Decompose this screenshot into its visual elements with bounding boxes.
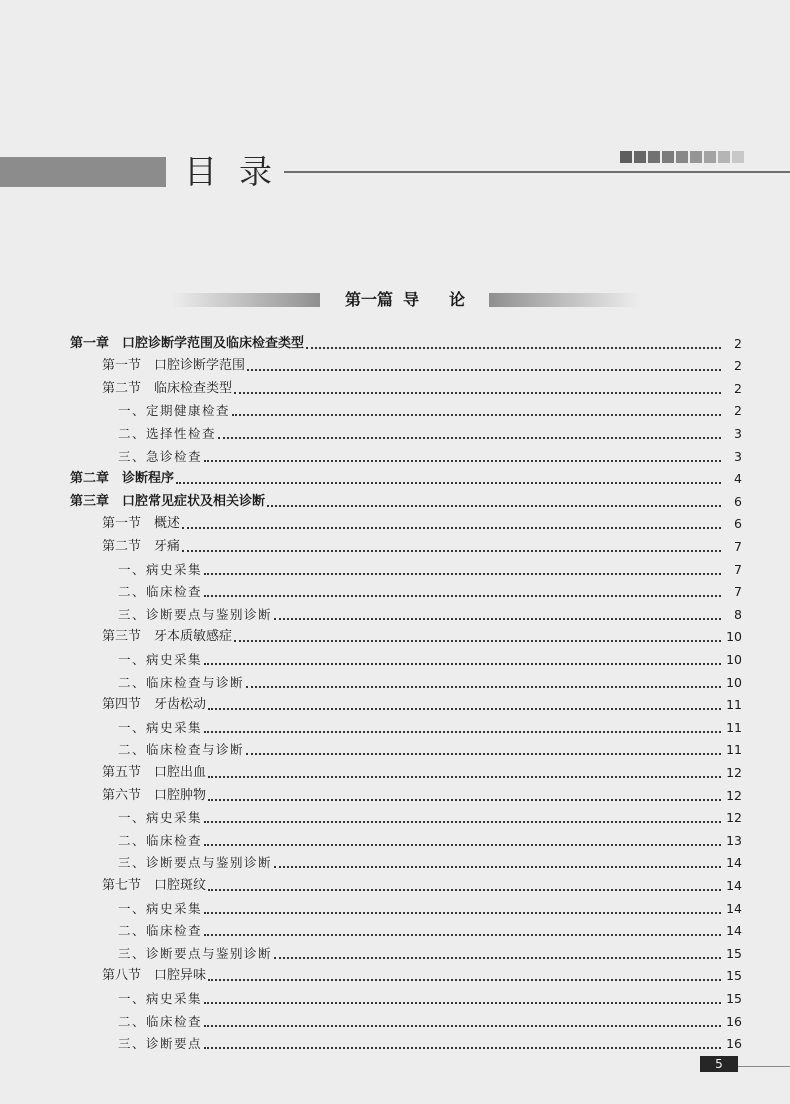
toc-entry-title: 三、诊断要点与鉴别诊断: [118, 855, 273, 871]
toc-leader-dots: [218, 437, 721, 439]
toc-leader-dots: [208, 889, 721, 891]
toc-entry-page: 7: [734, 538, 742, 554]
toc-entry: [118, 601, 742, 624]
toc-entry-title: 二、临床检查: [118, 1013, 203, 1029]
toc-entry-title: 一、病史采集: [118, 810, 203, 826]
toc-entry-page: 10: [726, 674, 742, 690]
toc-entry-page: 14: [726, 900, 742, 916]
toc-entry-page: 7: [734, 561, 742, 577]
toc-entry-title: 第五节 口腔出血: [102, 764, 207, 780]
toc-entry-page: 8: [734, 606, 742, 622]
toc-entry: [70, 466, 742, 489]
toc-entry-page: 15: [726, 990, 742, 1006]
toc-entry-page: 12: [726, 764, 742, 780]
header-square: [704, 151, 716, 163]
toc-leader-dots: [204, 731, 721, 733]
toc-leader-dots: [204, 1002, 721, 1004]
toc-entry: [118, 940, 742, 963]
toc-leader-dots: [208, 979, 721, 981]
page-title: 目录: [184, 152, 294, 191]
toc-leader-dots: [204, 573, 721, 575]
toc-entry: [118, 895, 742, 918]
toc-entry: [118, 556, 742, 579]
toc-entry: [118, 850, 742, 873]
toc-entry-page: 10: [726, 629, 742, 645]
toc-entry-page: 12: [726, 787, 742, 803]
header-square: [690, 151, 702, 163]
toc-leader-dots: [182, 527, 721, 529]
header-squares: [620, 151, 744, 163]
part-heading: [0, 289, 790, 313]
header-square: [662, 151, 674, 163]
toc-entry-title: 三、诊断要点: [118, 1036, 203, 1052]
toc-entry: [102, 624, 742, 647]
toc-entry-page: 15: [726, 945, 742, 961]
toc-entry-page: 11: [726, 697, 742, 713]
toc-entry: [118, 737, 742, 760]
toc-entry: [70, 488, 742, 511]
footer-rule: [738, 1066, 790, 1067]
toc-entry-title: 第二节 牙痛: [102, 538, 181, 554]
toc-entry-title: 三、急诊检查: [118, 448, 203, 464]
toc-entry: [102, 511, 742, 534]
part-gradient-left: [172, 293, 320, 307]
toc-entry-page: 10: [726, 651, 742, 667]
toc-entry-title: 第八节 口腔异味: [102, 968, 207, 984]
part-title: [330, 289, 480, 311]
toc-entry: [118, 985, 742, 1008]
toc-entry-page: 12: [726, 810, 742, 826]
toc-entry-title: 三、诊断要点与鉴别诊断: [118, 945, 273, 961]
toc-entry-page: 14: [726, 855, 742, 871]
toc-entry: [118, 1031, 742, 1054]
toc-entry: [118, 646, 742, 669]
toc-entry: [118, 918, 742, 941]
toc-entry: [118, 443, 742, 466]
toc-entry-page: 11: [726, 742, 742, 758]
toc-leader-dots: [182, 550, 721, 552]
toc-entry-title: 第六节 口腔肿物: [102, 787, 207, 803]
toc-entry-title: 二、临床检查与诊断: [118, 742, 245, 758]
toc-entry: [118, 579, 742, 602]
header-square: [648, 151, 660, 163]
toc-entry-title: 一、病史采集: [118, 990, 203, 1006]
toc-entry-page: 3: [734, 425, 742, 441]
header-bar: [0, 157, 166, 187]
toc-entry-title: 一、病史采集: [118, 900, 203, 916]
toc-leader-dots: [232, 414, 721, 416]
header-square: [620, 151, 632, 163]
toc-entry-page: 6: [734, 493, 742, 509]
toc-entry-title: 第三节 牙本质敏感症: [102, 629, 233, 645]
part-gradient-right: [489, 293, 639, 307]
toc-entry: [102, 963, 742, 986]
toc-entry-title: 第一章 口腔诊断学范围及临床检查类型: [70, 335, 305, 351]
toc-entry-page: 16: [726, 1036, 742, 1052]
toc-leader-dots: [306, 347, 721, 349]
toc-leader-dots: [274, 866, 721, 868]
toc-entry-title: 第二章 诊断程序: [70, 471, 175, 487]
toc-leader-dots: [234, 640, 721, 642]
toc-leader-dots: [204, 595, 721, 597]
toc-entry: [118, 420, 742, 443]
header-square: [676, 151, 688, 163]
toc-entry: [102, 375, 742, 398]
part-label: 第一篇: [344, 290, 393, 309]
toc-entry-page: 2: [734, 380, 742, 396]
toc-leader-dots: [247, 369, 721, 371]
toc-entry-title: 一、病史采集: [118, 719, 203, 735]
toc-entry-page: 11: [726, 719, 742, 735]
header-square: [718, 151, 730, 163]
toc-entry-page: 2: [734, 403, 742, 419]
toc-leader-dots: [246, 753, 721, 755]
toc-entry-title: 二、临床检查: [118, 832, 203, 848]
toc-leader-dots: [204, 1047, 721, 1049]
toc-leader-dots: [208, 708, 721, 710]
toc-leader-dots: [267, 505, 721, 507]
toc-leader-dots: [176, 482, 721, 484]
toc-entry-page: 2: [734, 335, 742, 351]
toc-entry-title: 第四节 牙齿松动: [102, 697, 207, 713]
toc-entry-title: 一、病史采集: [118, 651, 203, 667]
toc-entry-title: 第一节 口腔诊断学范围: [102, 358, 246, 374]
toc-entry-page: 14: [726, 877, 742, 893]
header-square: [634, 151, 646, 163]
toc-leader-dots: [274, 618, 721, 620]
toc-entry-title: 一、病史采集: [118, 561, 203, 577]
toc-leader-dots: [204, 1025, 721, 1027]
toc-entry-title: 第一节 概述: [102, 516, 181, 532]
toc-entry: [102, 353, 742, 376]
toc-leader-dots: [204, 912, 721, 914]
toc-entry-page: 7: [734, 584, 742, 600]
toc-entry: [102, 872, 742, 895]
toc-entry-page: 15: [726, 968, 742, 984]
toc-entry-page: 3: [734, 448, 742, 464]
toc-leader-dots: [204, 460, 721, 462]
toc-entry-page: 6: [734, 516, 742, 532]
toc-entry-page: 4: [734, 471, 742, 487]
toc-leader-dots: [208, 799, 721, 801]
header-rule: [284, 171, 790, 173]
toc-leader-dots: [204, 663, 721, 665]
toc-entry-title: 第二节 临床检查类型: [102, 380, 233, 396]
toc-entry-title: 三、诊断要点与鉴别诊断: [118, 606, 273, 622]
toc-entry: [70, 330, 742, 353]
toc-entry: [118, 398, 742, 421]
toc-entry-page: 16: [726, 1013, 742, 1029]
toc-leader-dots: [204, 934, 721, 936]
toc-entry-page: 13: [726, 832, 742, 848]
toc-leader-dots: [246, 686, 721, 688]
toc-entry-title: 二、临床检查: [118, 923, 203, 939]
toc-entry-title: 一、定期健康检查: [118, 403, 231, 419]
toc-leader-dots: [234, 392, 721, 394]
toc-leader-dots: [204, 821, 721, 823]
toc-entry: [102, 782, 742, 805]
toc-entry-page: 2: [734, 358, 742, 374]
toc-entry: [118, 714, 742, 737]
toc-entry: [102, 533, 742, 556]
toc-entry: [118, 669, 742, 692]
toc-leader-dots: [204, 844, 721, 846]
toc-entry: [118, 827, 742, 850]
toc-entry-title: 第七节 口腔斑纹: [102, 877, 207, 893]
toc-entry: [102, 692, 742, 715]
toc-entry-title: 二、临床检查与诊断: [118, 674, 245, 690]
part-word-2: 论: [449, 290, 466, 309]
toc-entry-title: 第三章 口腔常见症状及相关诊断: [70, 493, 266, 509]
toc-entry-title: 二、临床检查: [118, 584, 203, 600]
toc-entry-title: 二、选择性检查: [118, 425, 217, 441]
toc-leader-dots: [274, 957, 721, 959]
page-number: 5: [700, 1056, 738, 1072]
part-word-1: 导: [402, 290, 419, 309]
header-square: [732, 151, 744, 163]
toc-entry-page: 14: [726, 923, 742, 939]
toc-entry: [118, 805, 742, 828]
toc-entry: [118, 1008, 742, 1031]
toc-entry: [102, 759, 742, 782]
toc-leader-dots: [208, 776, 721, 778]
